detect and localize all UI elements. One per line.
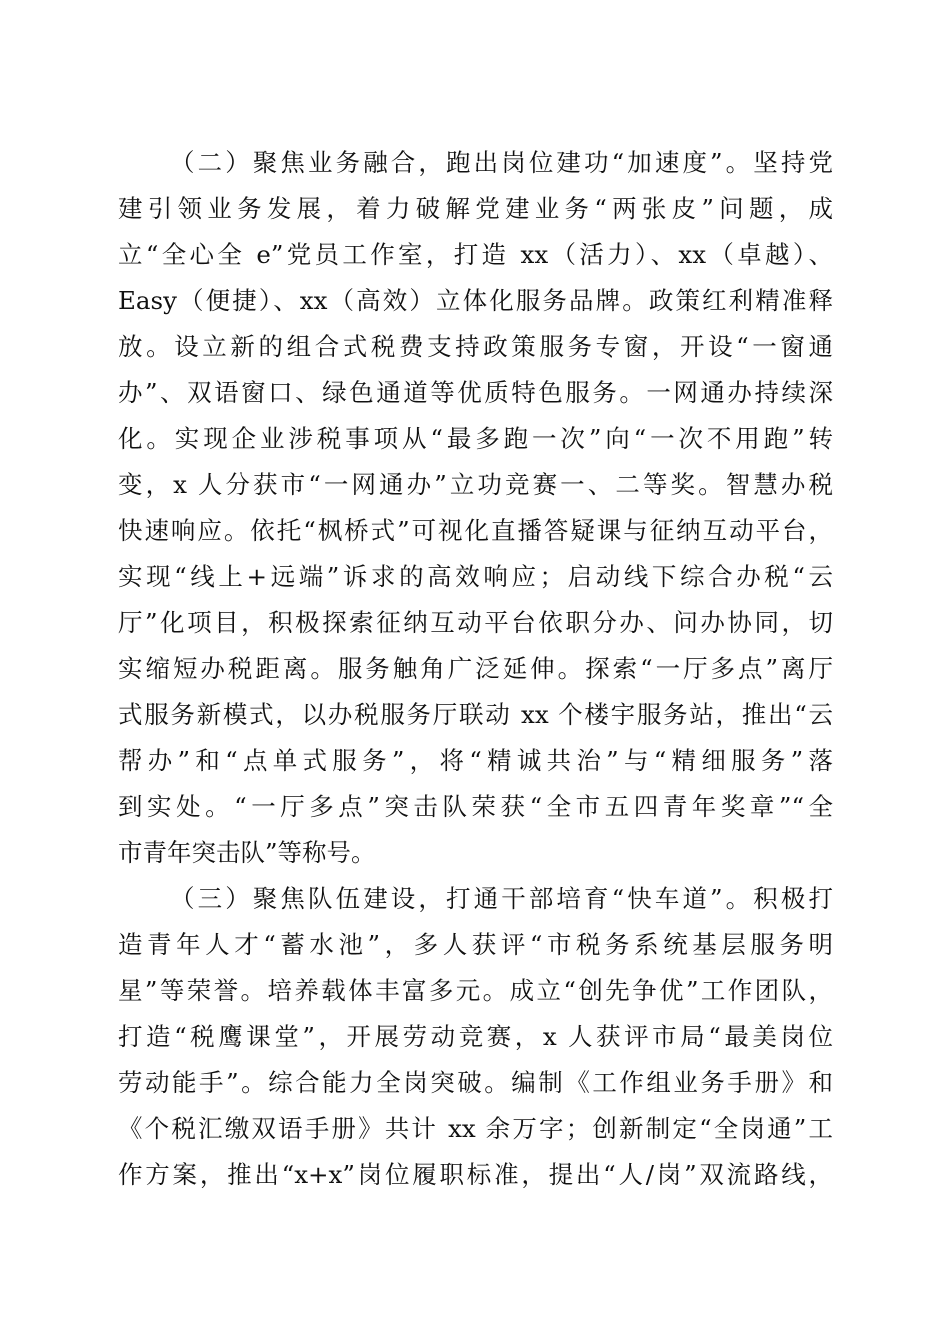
paragraph-line: 式服务新模式，以办税服务厅联动 xx 个楼宇服务站，推出“云 xyxy=(118,700,833,729)
paragraph-line: 打造“税鹰课堂”，开展劳动竞赛，x 人获评市局“最美岗位 xyxy=(118,1022,833,1051)
paragraph-line: 实缩短办税距离。服务触角广泛延伸。探索“一厅多点”离厅 xyxy=(118,654,833,683)
paragraph-line: 《个税汇缴双语手册》共计 xx 余万字；创新制定“全岗通”工 xyxy=(118,1114,833,1143)
paragraph-line: 到实处。“一厅多点”突击队荣获“全市五四青年奖章”“全 xyxy=(118,792,833,821)
paragraph-line: 造青年人才“蓄水池”，多人获评“市税务系统基层服务明 xyxy=(118,930,833,959)
paragraph-line: 厅”化项目，积极探索征纳互动平台依职分办、问办协同，切 xyxy=(118,608,833,637)
document-body xyxy=(118,140,833,1198)
paragraph-line: 快速响应。依托“枫桥式”可视化直播答疑课与征纳互动平台， xyxy=(118,516,833,545)
paragraph-line: 劳动能手”。综合能力全岗突破。编制《工作组业务手册》和 xyxy=(118,1068,833,1097)
paragraph-line: （二）聚焦业务融合，跑出岗位建功“加速度”。坚持党 xyxy=(170,148,833,177)
paragraph-line: 市青年突击队”等称号。 xyxy=(118,838,376,867)
paragraph-line: 放。设立新的组合式税费支持政策服务专窗，开设“一窗通 xyxy=(118,332,833,361)
paragraph-line: 帮办”和“点单式服务”，将“精诚共治”与“精细服务”落 xyxy=(118,746,833,775)
paragraph-line: 立“全心全 e”党员工作室，打造 xx（活力）、xx（卓越）、 xyxy=(118,240,833,269)
paragraph-line: Easy（便捷）、xx（高效）立体化服务品牌。政策红利精准释 xyxy=(118,286,833,315)
paragraph-line: （三）聚焦队伍建设，打通干部培育“快车道”。积极打 xyxy=(170,884,833,913)
paragraph-service xyxy=(118,140,833,876)
paragraph-line: 办”、双语窗口、绿色通道等优质特色服务。一网通办持续深 xyxy=(118,378,833,407)
paragraph-team xyxy=(118,876,833,1198)
paragraph-line: 化。实现企业涉税事项从“最多跑一次”向“一次不用跑”转 xyxy=(118,424,833,453)
paragraph-line: 实现“线上+远端”诉求的高效响应；启动线下综合办税“云 xyxy=(118,562,833,591)
paragraph-line: 变，x 人分获市“一网通办”立功竞赛一、二等奖。智慧办税 xyxy=(118,470,833,499)
paragraph-line: 星”等荣誉。培养载体丰富多元。成立“创先争优”工作团队， xyxy=(118,976,833,1005)
paragraph-line: 作方案，推出“x+x”岗位履职标准，提出“人/岗”双流路线， xyxy=(118,1160,833,1189)
paragraph-line: 建引领业务发展，着力破解党建业务“两张皮”问题，成 xyxy=(118,194,833,223)
